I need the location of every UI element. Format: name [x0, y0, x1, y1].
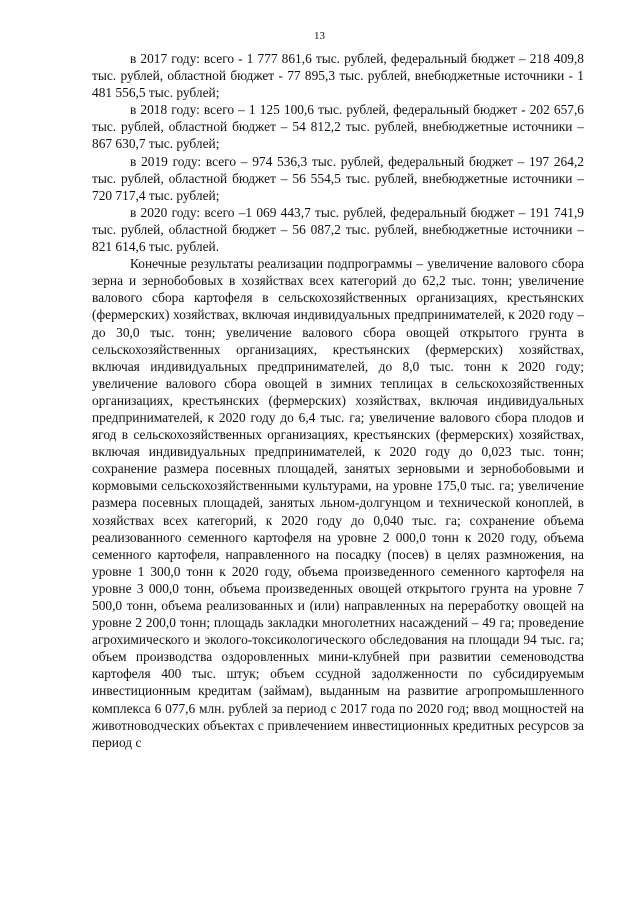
funding-2020-paragraph: в 2020 году: всего –1 069 443,7 тыс. рублей, федеральный бюджет – 191 741,9 тыс. рублей, областной бюджет – 56 087,2 тыс. рублей, внебюджетные источники – 821 614,6 тыс. рублей. — [92, 204, 584, 255]
document-body — [92, 50, 584, 751]
final-results-paragraph: Конечные результаты реализации подпрограммы – увеличение валового сбора зерна и зернобобовых в хозяйствах всех категорий до 62,2 тыс. тонн; увеличение валового сбора картофеля в сельскохозяйственных организациях, крестьянских (фермерских) хозяйствах, включая индивидуальных предпринимателей, к 2020 году – до 30,0 тыс. тонн; увеличение валового сбора овощей открытого грунта в сельскохозяйственных организациях, крестьянских (фермерских) хозяйствах, включая индивидуальных предпринимателей, до 8,0 тыс. тонн к 2020 году; увеличение валового сбора овощей в зимних теплицах в сельскохозяйственных организациях, крестьянских (фермерских) хозяйствах, включая индивидуальных предпринимателей, к 2020 году до 6,4 тыс. га; увеличение валового сбора плодов и ягод в сельскохозяйственных организациях, крестьянских (фермерских) хозяйствах, включая индивидуальных предпринимателей, к 2020 году до 0,023 тыс. тонн; сохранение размера посевных площадей, занятых зерновыми и зернобобовыми и кормовыми сельскохозяйственными культурами, на уровне 175,0 тыс. га; увеличение размера посевных площадей, занятых льном-долгунцом и технической коноплей, в хозяйствах всех категорий, к 2020 году до 0,040 тыс. га; сохранение объема реализованного семенного картофеля на уровне 2 000,0 тонн к 2020 году, объема семенного картофеля, направленного на посадку (посев) в целях размножения, на уровне 1 300,0 тонн к 2020 году, объема произведенного семенного картофеля на уровне 3 000,0 тонн, объема произведенных овощей открытого грунта на уровне 7 500,0 тонн, объема реализованных и (или) направленных на переработку овощей на уровне 2 200,0 тонн; площадь закладки многолетних насаждений – 49 га; проведение агрохимического и эколого-токсикологического обследования на площади 94 тыс. га; объем производства оздоровленных мини-клубней при развитии семеноводства картофеля 400 тыс. штук; объем ссудной задолженности по субсидируемым инвестиционным кредитам (займам), выданным на развитие агропромышленного комплекса 6 077,6 млн. рублей за период с 2017 года по 2020 год; ввод мощностей на животноводческих объектах с привлечением инвестиционных кредитных ресурсов за период с — [92, 256, 584, 750]
funding-2017-paragraph: в 2017 году: всего - 1 777 861,6 тыс. рублей, федеральный бюджет – 218 409,8 тыс. рублей, областной бюджет - 77 895,3 тыс. рублей, внебюджетные источники - 1 481 556,5 тыс. рублей; — [92, 51, 584, 101]
page-number: 13 — [314, 30, 325, 42]
funding-2019-paragraph: в 2019 году: всего – 974 536,3 тыс. рублей, федеральный бюджет – 197 264,2 тыс. рублей, областной бюджет – 56 554,5 тыс. рублей, внебюджетные источники – 720 717,4 тыс. рублей; — [92, 153, 584, 203]
funding-2018-paragraph: в 2018 году: всего – 1 125 100,6 тыс. рублей, федеральный бюджет - 202 657,6 тыс. рублей, областной бюджет – 54 812,2 тыс. рублей, внебюджетные источники – 867 630,7 тыс. рублей; — [92, 102, 584, 152]
